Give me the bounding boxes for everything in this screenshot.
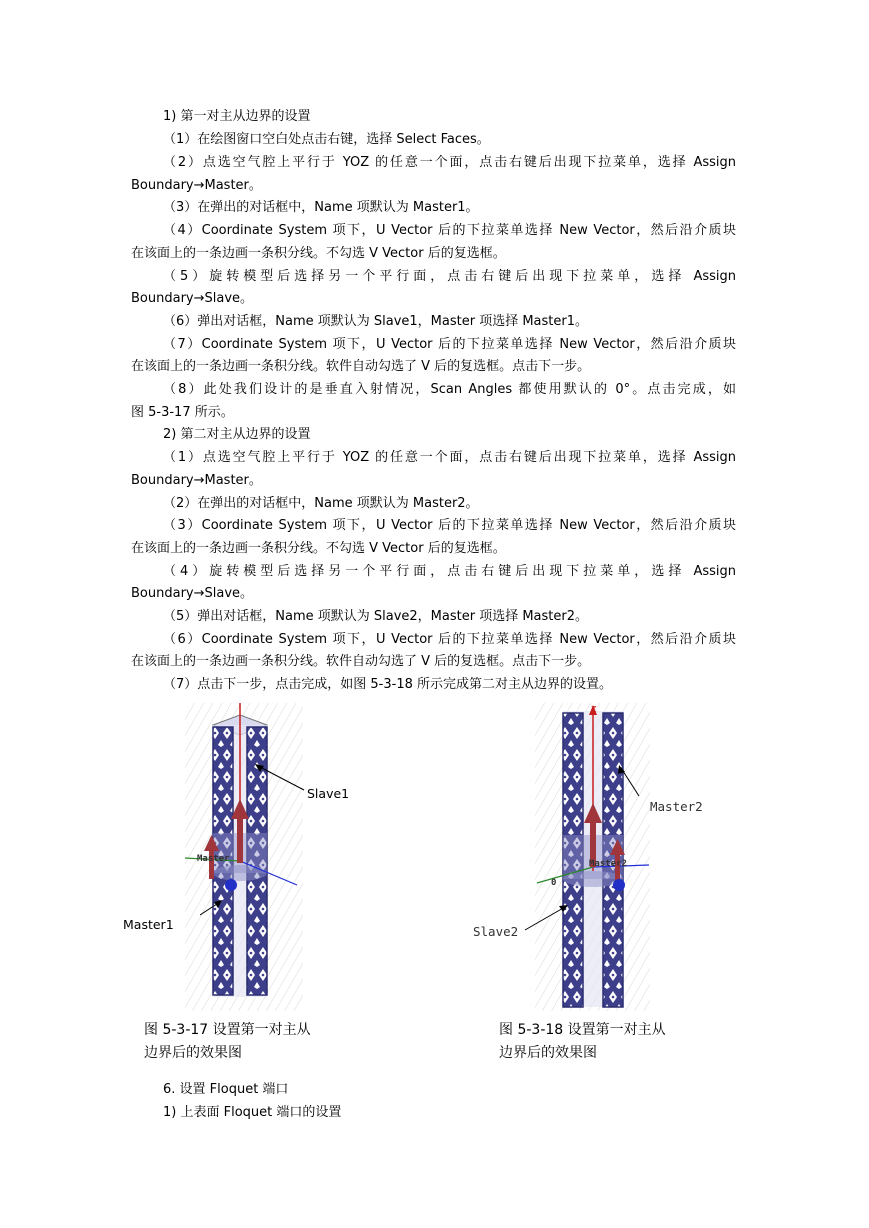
figure-18-callouts xyxy=(515,762,665,932)
figure-17-callouts xyxy=(200,760,310,920)
subheading-upper-floquet-port: 1) 上表面 Floquet 端口的设置 xyxy=(163,1105,342,1120)
step-line: Boundary→Master。 xyxy=(131,473,262,488)
step-line: 在该面上的一条边画一条积分线。不勾选 V Vector 后的复选框。 xyxy=(131,541,506,556)
heading-master-slave-1: 1) 第一对主从边界的设置 xyxy=(163,109,311,124)
figure-18-slave-label: Slave2 xyxy=(473,924,519,939)
step-line: Boundary→Slave。 xyxy=(131,586,254,601)
figure-18-caption-line1: 图 5-3-18 设置第一对主从 xyxy=(499,1022,666,1038)
figure-18-axis-z: Z xyxy=(591,705,597,714)
figure-17-slave-label: Slave1 xyxy=(307,786,350,801)
figure-17-overlay: Master xyxy=(197,854,230,864)
heading-master-slave-2: 2) 第二对主从边界的设置 xyxy=(163,427,311,442)
step-line: （1）在绘图窗口空白处点击右键，选择 Select Faces。 xyxy=(163,132,490,147)
heading-floquet-port: 6. 设置 Floquet 端口 xyxy=(163,1082,289,1097)
figure-17-caption-line2: 边界后的效果图 xyxy=(144,1045,242,1061)
figure-17-caption-line1: 图 5-3-17 设置第一对主从 xyxy=(144,1022,311,1038)
step-line: （8）此处我们设计的是垂直入射情况，Scan Angles 都使用默认的 0°。点击完成，如 xyxy=(163,382,736,397)
figure-17-master-label: Master1 xyxy=(123,917,174,932)
step-line: 在该面上的一条边画一条积分线。软件自动勾选了 V 后的复选框。点击下一步。 xyxy=(131,359,591,374)
step-line: （1）点选空气腔上平行于 YOZ 的任意一个面，点击右键后出现下拉菜单，选择 Assign xyxy=(163,450,736,465)
step-line: （2）点选空气腔上平行于 YOZ 的任意一个面，点击右键后出现下拉菜单，选择 Assign xyxy=(163,155,736,170)
step-line: （7）Coordinate System 项下，U Vector 后的下拉菜单选择 New Vector，然后沿介质块 xyxy=(163,337,736,352)
step-line: （5）弹出对话框，Name 项默认为 Slave2，Master 项选择 Master2。 xyxy=(163,609,589,624)
step-line: 图 5-3-17 所示。 xyxy=(131,405,234,420)
step-line: （6）Coordinate System 项下，U Vector 后的下拉菜单选择 New Vector，然后沿介质块 xyxy=(163,632,736,647)
step-line: 在该面上的一条边画一条积分线。软件自动勾选了 V 后的复选框。点击下一步。 xyxy=(131,654,591,669)
figure-18-overlay: Master2 xyxy=(589,859,627,869)
figure-18-axis-zero: 0 xyxy=(551,878,557,888)
step-line: （6）弹出对话框，Name 项默认为 Slave1，Master 项选择 Master1。 xyxy=(163,314,589,329)
figure-18-caption-line2: 边界后的效果图 xyxy=(499,1045,597,1061)
step-line: （7）点击下一步，点击完成，如图 5-3-18 所示完成第二对主从边界的设置。 xyxy=(163,677,613,692)
step-line: 在该面上的一条边画一条积分线。不勾选 V Vector 后的复选框。 xyxy=(131,246,506,261)
step-line: （3）Coordinate System 项下，U Vector 后的下拉菜单选择 New Vector，然后沿介质块 xyxy=(163,518,736,533)
step-line: （2）在弹出的对话框中，Name 项默认为 Master2。 xyxy=(163,496,479,511)
step-line: （4）Coordinate System 项下，U Vector 后的下拉菜单选择 New Vector，然后沿介质块 xyxy=(163,223,736,238)
step-line: Boundary→Master。 xyxy=(131,178,262,193)
figure-18-master-label: Master2 xyxy=(650,799,703,814)
step-line: （5）旋转模型后选择另一个平行面，点击右键后出现下拉菜单，选择 Assign xyxy=(163,269,736,284)
step-line: Boundary→Slave。 xyxy=(131,291,254,306)
step-line: （4）旋转模型后选择另一个平行面，点击右键后出现下拉菜单，选择 Assign xyxy=(163,564,736,579)
step-line: （3）在弹出的对话框中，Name 项默认为 Master1。 xyxy=(163,200,479,215)
